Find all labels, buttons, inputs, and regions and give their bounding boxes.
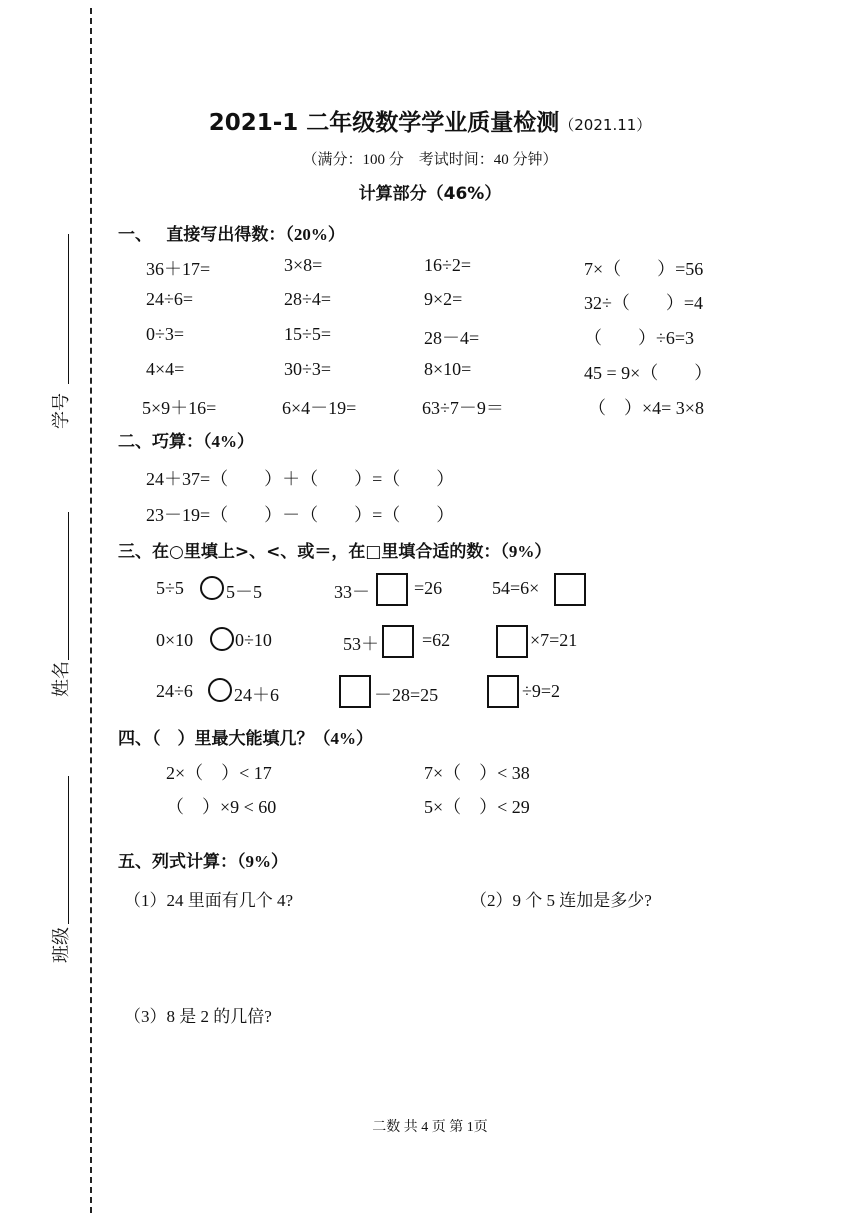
answer-box[interactable] [376, 573, 408, 606]
s1-r1-c1: 36＋17= [146, 259, 211, 279]
section4-percent: （4%） [313, 729, 373, 748]
answer-box[interactable] [496, 625, 528, 658]
s5-question2: （2）9 个 5 连加是多少? [470, 891, 652, 910]
section3-heading [118, 537, 551, 562]
s3-r1-a-left: 5÷5 [156, 578, 184, 598]
section1-heading [118, 220, 345, 245]
section5-heading-text: 五、列式计算： [118, 852, 237, 872]
answer-box[interactable] [339, 675, 371, 708]
section1-heading-text: 一、 直接写出得数： [118, 225, 286, 245]
page-footer: 二数 共 4 页 第 1页 [372, 1120, 488, 1135]
title-date: （2021.11） [559, 116, 652, 134]
s4-item4: 5×（ ）< 29 [424, 797, 530, 817]
s1-r4-c3: 8×10= [424, 359, 472, 379]
s3-r1-b-right: =26 [414, 578, 443, 598]
s1-r3-c3: 28－4= [424, 328, 480, 348]
s1-r5-c2: 6×4－19= [282, 398, 357, 418]
s1-r1-c2: 3×8= [284, 255, 323, 275]
s1-r1-c3: 16÷2= [424, 255, 472, 275]
section5-heading [118, 847, 288, 872]
s1-r5-c3: 63÷7－9＝ [422, 398, 504, 418]
s3-r2-b-left: 53＋ [343, 634, 379, 654]
s1-r2-c4: 32÷（ ）=4 [584, 293, 704, 313]
section1-percent: （20%） [285, 225, 345, 244]
s1-r2-c2: 28÷4= [284, 289, 332, 309]
s1-r3-c1: 0÷3= [146, 324, 185, 344]
exam-info: （满分：100 分 考试时间：40 分钟） [302, 152, 558, 168]
s1-r2-c3: 9×2= [424, 289, 463, 309]
s3-r2-c-right: ×7=21 [530, 630, 578, 650]
part-title: 计算部分（46%） [358, 184, 502, 204]
section4-heading [118, 724, 373, 749]
section5-percent: （9%） [237, 852, 288, 871]
section4-heading-text: 四、（ ）里最大能填几？ [118, 729, 314, 749]
name-label: 姓名 [51, 661, 72, 697]
s1-r3-c4: （ ）÷6=3 [584, 328, 695, 348]
s4-item1: 2×（ ）< 17 [166, 763, 272, 783]
s3-r1-b-left: 33－ [334, 582, 370, 602]
s1-r3-c2: 15÷5= [284, 324, 332, 344]
section3-heading-text: 三、在○里填上>、<、或＝，在□里填合适的数： [118, 542, 501, 562]
compare-circle[interactable] [210, 627, 234, 651]
s4-item3: （ ）×9 < 60 [166, 797, 277, 817]
page-title [0, 104, 860, 137]
student-id-label: 学号 [51, 393, 72, 429]
title-text: 2021-1 二年级数学学业质量检测 [208, 110, 560, 136]
section3-percent: （9%） [500, 542, 552, 561]
s2-line1: 24＋37=（ ）＋（ ）=（ ） [146, 469, 455, 489]
s3-r3-a-right: 24＋6 [234, 685, 279, 705]
s3-r3-c-right: ÷9=2 [522, 681, 561, 701]
s5-question1: （1）24 里面有几个 4? [124, 891, 294, 910]
s1-r4-c4: 45 = 9×（ ） [584, 363, 713, 383]
s3-r2-a-right: 0÷10 [235, 630, 272, 650]
s1-r4-c2: 30÷3= [284, 359, 332, 379]
s1-r5-c4: （ ）×4= 3×8 [588, 398, 704, 418]
name-line [68, 512, 69, 660]
answer-box[interactable] [382, 625, 414, 658]
class-label: 班级 [51, 927, 72, 963]
s5-question3: （3）8 是 2 的几倍? [124, 1007, 272, 1026]
s2-line2: 23－19=（ ）－（ ）=（ ） [146, 505, 455, 525]
section2-heading [118, 427, 254, 452]
class-line [68, 776, 69, 924]
s1-r5-c1: 5×9＋16= [142, 398, 217, 418]
s4-item2: 7×（ ）< 38 [424, 763, 530, 783]
section2-percent: （4%） [203, 432, 254, 451]
s3-r2-a-left: 0×10 [156, 630, 194, 650]
s3-r1-a-right: 5－5 [226, 582, 262, 602]
compare-circle[interactable] [200, 576, 224, 600]
s1-r1-c4: 7×（ ）=56 [584, 259, 704, 279]
s3-r2-b-right: =62 [422, 630, 451, 650]
s1-r4-c1: 4×4= [146, 359, 185, 379]
answer-box[interactable] [487, 675, 519, 708]
student-id-line [68, 234, 69, 384]
s3-r3-b-right: －28=25 [374, 685, 439, 705]
compare-circle[interactable] [208, 678, 232, 702]
answer-box[interactable] [554, 573, 586, 606]
s3-r1-c-left: 54=6× [492, 578, 540, 598]
s3-r3-a-left: 24÷6 [156, 681, 193, 701]
section2-heading-text: 二、巧算： [118, 432, 203, 452]
s1-r2-c1: 24÷6= [146, 289, 194, 309]
